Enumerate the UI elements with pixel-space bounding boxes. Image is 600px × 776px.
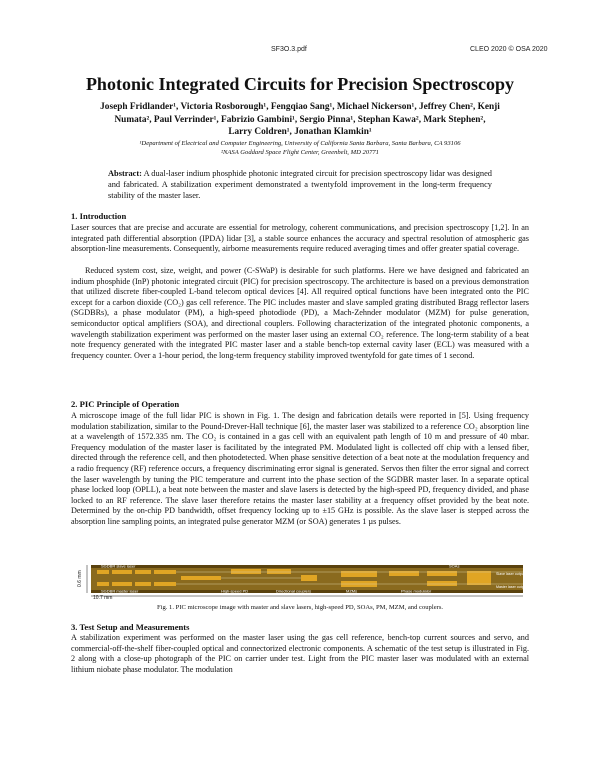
- abstract-label: Abstract:: [108, 169, 142, 178]
- section-heading: 1. Introduction: [71, 211, 127, 221]
- soa-pad: [467, 571, 491, 585]
- slave-laser-section: [97, 570, 109, 574]
- header-conference: CLEO 2020 © OSA 2020: [470, 46, 548, 53]
- label-soas: SOAs: [449, 563, 460, 569]
- photodiode: [301, 575, 317, 581]
- author-line: Joseph Fridlander¹, Victoria Rosborough¹, Fengqiao Sang¹, Michael Nickerson¹, Jeffrey Chen², Kenji: [100, 102, 500, 112]
- figure-caption: Fig. 1. PIC microscope image with master and slave lasers, high-speed PD, SOAs, PM, MZM, and couplers.: [156, 604, 444, 611]
- label-height-dimension: 0.6 mm: [77, 570, 83, 587]
- master-laser-section: [154, 582, 176, 586]
- slave-laser-section: [154, 570, 176, 574]
- slave-laser-section: [135, 570, 151, 574]
- abstract-text: A dual-laser indium phosphide photonic integrated circuit for precision spectroscopy lidar was designed and fabricated. A stabilization experiment demonstrated a twentyfold improvement in the long-term frequency stability of the master laser.: [108, 169, 492, 201]
- label-slave-laser: SGDBR slave laser: [101, 563, 136, 569]
- header-filename: SF3O.3.pdf: [271, 46, 307, 53]
- gold-pad: [231, 569, 261, 574]
- label-pd: High-speed PD: [221, 588, 249, 594]
- label-master-laser: SGDBR master laser: [101, 588, 139, 594]
- label-slave-output: Slave laser output: [496, 572, 525, 576]
- pic-microscope-figure: [71, 563, 529, 599]
- label-phase-modulator: Phase modulator: [401, 588, 432, 594]
- author-line: Numata², Paul Verrinder¹, Fabrizio Gambini¹, Sergio Pinna¹, Stephan Kawa², Mark Stephen²,: [114, 114, 486, 125]
- affiliation-nasa: ²NASA Goddard Space Flight Center, Greenbelt, MD 20771: [221, 149, 379, 156]
- label-master-output: Master laser output: [496, 585, 527, 589]
- label-width-dimension: 10.7 mm: [93, 595, 113, 599]
- section-heading: 2. PIC Principle of Operation: [71, 399, 180, 409]
- master-laser-section: [135, 582, 151, 586]
- paragraph: A microscope image of the full lidar PIC is shown in Fig. 1. The design and fabrication details were reported in [5]. Using frequency modulation stabilization, similar to the Pound-Drever-Hall technique [6], the master laser was stabilized to a reference CO₂ absorption line at a wavelength of 1572.335 nm. The CO₂ is contained in a gas cell with an equivalent path length of 10 m and pressure of 40 mbar. Frequency modulation of the master laser is facilitated by the integrated PM. Modulated light is collected off chip with a lensed fiber, directed through the reference cell, and then photodetected. When phase sensitive detection of a beat note at the modulation frequency and a radio frequency (RF) reference occurs, a frequency discriminating error signal is generated. Servos then filter the error signal and correct the laser wavelength by tuning the PIC temperature and current into the phase section of the SGDBR master laser. In a separate optical phase locked loop (OPLL), a beat note between the master and slave lasers is detected by the high-speed PD, frequency divided, and phase locked to an RF reference. The slave laser therefore retains the master laser stability at a frequency offset provided by the beat note. Determined by the on-chip PD bandwidth, offset frequency locking up to ±15 GHz is possible. As the slave laser is stepped across the absorption line sampling points, an integrated pulse generator MZM (or SOA) generates 1 µs pulses.: [71, 411, 529, 526]
- paper-title: Photonic Integrated Circuits for Precision Spectroscopy: [85, 74, 515, 94]
- master-laser-section: [112, 582, 132, 586]
- label-couplers: Directional couplers: [276, 588, 312, 594]
- master-laser-section: [97, 582, 109, 586]
- section-heading: 3. Test Setup and Measurements: [71, 622, 190, 632]
- slave-laser-section: [112, 570, 132, 574]
- paragraph: A stabilization experiment was performed on the master laser using the gas cell reference, bench-top current sources and servo, and commercial-off-the-shelf fiber-coupled optical and connectorized electronic components. A schematic of the test setup is illustrated in Fig. 2 along with a close-up photograph of the PIC on carrier under test. Light from the PIC master laser was modulated with an external lithium niobate phase modulator. The modulation: [71, 633, 529, 674]
- affiliation-ucsb: ¹Department of Electrical and Computer Engineering, University of California Santa Barbara, Santa Barbara, CA 93106: [139, 140, 461, 147]
- soa-pad: [427, 581, 457, 586]
- author-list: [80, 101, 520, 139]
- label-mzms: MZMs: [346, 588, 358, 594]
- phase-modulator: [181, 576, 221, 580]
- abstract: [108, 168, 492, 202]
- paragraph: Reduced system cost, size, weight, and power (C-SWaP) is desirable for such platforms. Here we have designed and fabricated an indium phosphide (InP) photonic integrated circuit (PIC) for precision spectroscopy. The architecture is based on a previous demonstration that utilized discrete fiber-coupled L-band telecom optical devices [4]. All required optical functions have been integrated onto the PIC except for a carbon dioxide (CO₂) gas cell reference. The PIC includes master and slave sampled grating distributed Bragg reflector lasers (SGDBRs), a phase modulator (PM), a high-speed photodiode (PD), a Mach-Zehnder modulator (MZM) for pulse generation, semiconductor optical amplifiers (SOA), and directional couplers. Following characterization of the integrated photonic components, a wavelength stabilization experiment was performed on the master laser using an external CO₂ reference. The long-term stability of a beat note frequency generated with the integrated PIC master laser and a stable bench-top external cavity laser (ECL) was measured with a frequency counter. Over a 1-hour period, the long-term frequency stability improved twentyfold for gate times of 1 second.: [71, 266, 529, 360]
- author-line: Larry Coldren¹, Jonathan Klamkin¹: [228, 127, 372, 137]
- gold-pad: [267, 569, 291, 574]
- paragraph: Laser sources that are precise and accurate are essential for metrology, coherent communications, and precision spectroscopy [1,2]. In an integrated path differential absorption (IPDA) lidar [3], a stable source enhances the accuracy and spectral resolution of atmospheric gas absorption-line measurements. Consequently, airborne measurements require reduced averaging times and offer greater spatial coverage.: [71, 223, 529, 254]
